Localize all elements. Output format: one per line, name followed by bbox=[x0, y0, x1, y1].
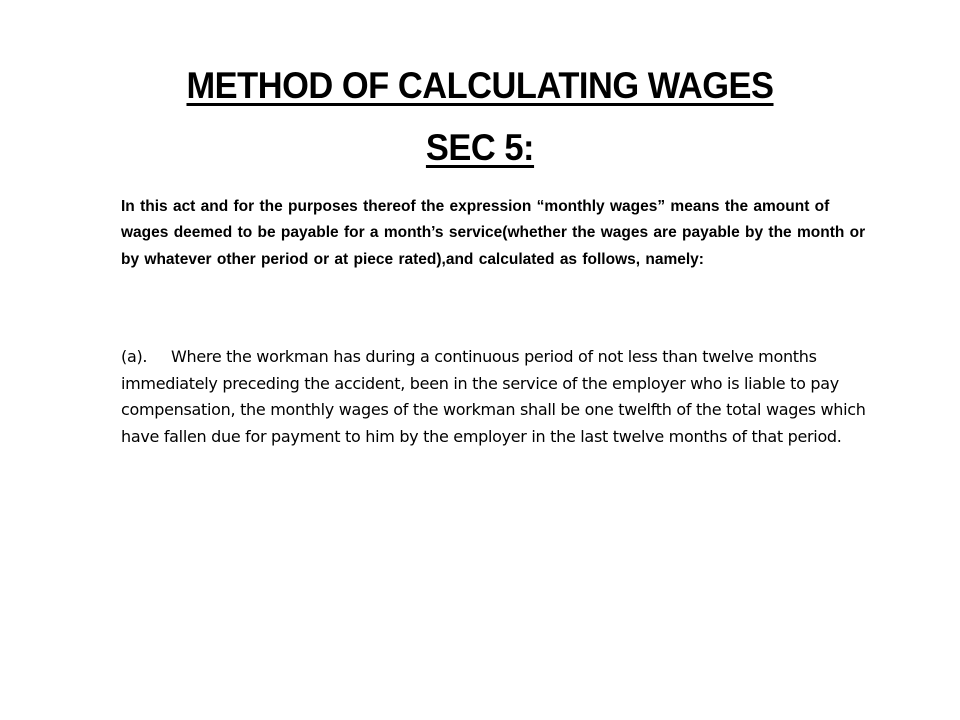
clause-a-label: (a). bbox=[121, 347, 148, 366]
title-line-2: SEC 5: bbox=[425, 126, 535, 168]
intro-paragraph: In this act and for the purposes thereof the expression “monthly wages” means the amount of wages deemed to be payable for a month’s service(whether the wages are payable by the month or by whatever other period or at piece rated),and calculated as follows, namely: bbox=[121, 197, 866, 268]
title-line-1: METHOD OF CALCULATING WAGES bbox=[186, 64, 774, 106]
clause-a-paragraph bbox=[121, 344, 901, 450]
clause-a-text: Where the workman has during a continuous period of not less than twelve months immediately preceding the accident, been in the service of the employer who is liable to pay compensation, the monthly wages of the workman shall be one twelfth of the total wages which have fallen due for payment to him by the employer in the last twelve months of that period. bbox=[121, 347, 866, 446]
slide-title bbox=[71, 55, 889, 179]
